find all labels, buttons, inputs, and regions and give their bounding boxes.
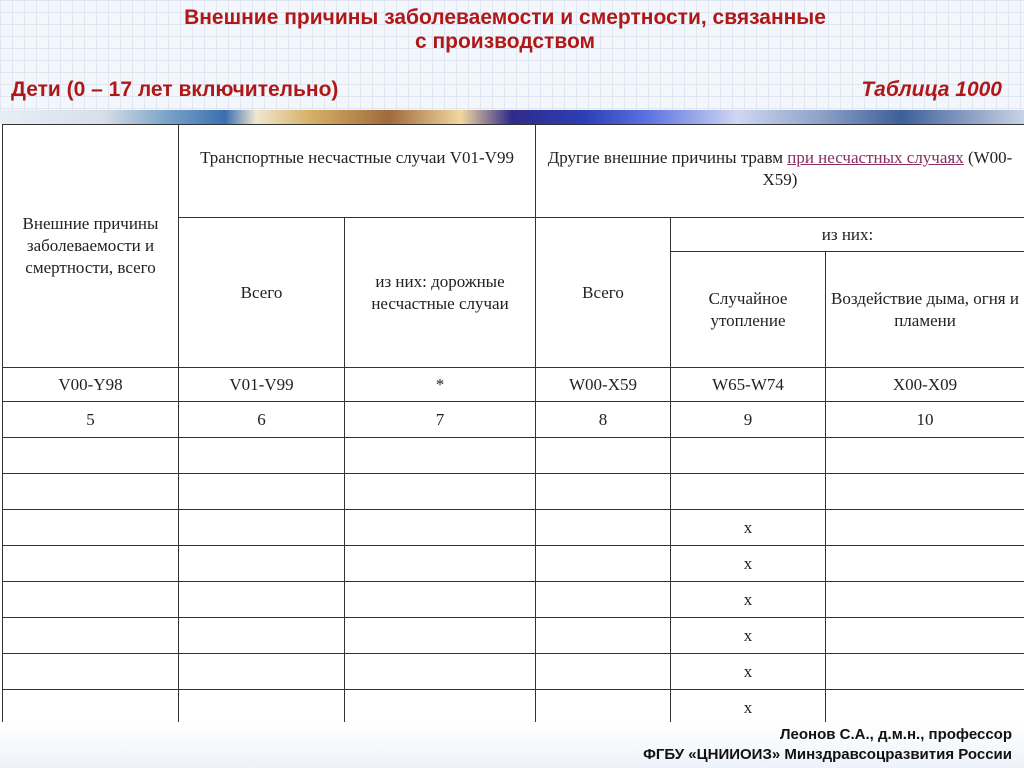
header-of-them: из них: [671, 218, 1024, 252]
table-row [3, 438, 1024, 474]
header-smoke-fire-flames: Воздействие дыма, огня и пламени [826, 252, 1024, 368]
title-line-1: Внешние причины заболеваемости и смертности, связанные [184, 6, 826, 29]
code-cell: V00-Y98 [3, 368, 179, 402]
decorative-photo-strip [0, 110, 1024, 124]
data-cell[interactable] [345, 654, 536, 690]
data-cell[interactable] [179, 546, 345, 582]
data-cell[interactable] [536, 582, 671, 618]
header-other-external-causes [536, 125, 1024, 218]
column-number-cell: 10 [826, 402, 1024, 438]
accident-cases-link[interactable]: при несчастных случаях [787, 148, 964, 167]
data-cell[interactable] [345, 474, 536, 510]
data-cell[interactable] [3, 546, 179, 582]
data-cell[interactable] [826, 510, 1024, 546]
other-header-codes: (W00-X59) [762, 148, 1013, 189]
footer-organization: ФГБУ «ЦНИИОИЗ» Минздравсоцразвития России [643, 746, 1012, 763]
code-cell: X00-X09 [826, 368, 1024, 402]
data-cell[interactable] [536, 474, 671, 510]
title-line-2: с производством [414, 30, 596, 53]
data-cell[interactable] [826, 654, 1024, 690]
header-accidental-drowning: Случайное утопление [671, 252, 826, 368]
data-cell: x [671, 510, 826, 546]
data-cell[interactable] [826, 438, 1024, 474]
data-cell[interactable] [3, 654, 179, 690]
data-cell[interactable] [345, 582, 536, 618]
data-cell[interactable] [3, 438, 179, 474]
other-header-text: Другие внешние причины травм [547, 148, 788, 167]
table-row [3, 546, 1024, 582]
code-cell: W00-X59 [536, 368, 671, 402]
header-road-accidents: из них: дорожные несчастные случаи [345, 218, 536, 368]
footer-author: Леонов С.А., д.м.н., профессор [780, 726, 1012, 743]
data-cell[interactable] [3, 510, 179, 546]
column-number-cell: 8 [536, 402, 671, 438]
data-cell[interactable] [179, 474, 345, 510]
header-other-total: Всего [536, 218, 671, 368]
data-cell[interactable] [826, 618, 1024, 654]
data-cell[interactable] [536, 438, 671, 474]
data-cell[interactable] [671, 438, 826, 474]
data-cell[interactable] [345, 618, 536, 654]
table-row [3, 474, 1024, 510]
data-cell[interactable] [3, 690, 179, 723]
data-cell: x [671, 654, 826, 690]
data-cell: x [671, 618, 826, 654]
code-cell: * [345, 368, 536, 402]
table-row [3, 618, 1024, 654]
table-row [3, 582, 1024, 618]
data-cell[interactable] [179, 582, 345, 618]
data-cell: x [671, 582, 826, 618]
table-number: Таблица 1000 [861, 78, 1002, 101]
data-cell[interactable] [179, 510, 345, 546]
data-cell[interactable] [345, 510, 536, 546]
data-cell[interactable] [3, 582, 179, 618]
form-table-container [2, 124, 1024, 722]
header-transport-accidents: Транспортные несчастные случаи V01-V99 [179, 125, 536, 218]
data-cell[interactable] [536, 690, 671, 723]
data-cell[interactable] [179, 438, 345, 474]
header-transport-total: Всего [179, 218, 345, 368]
data-cell[interactable] [179, 654, 345, 690]
slide-title [0, 6, 1010, 54]
statistics-form-table [2, 124, 1024, 722]
data-cell[interactable] [536, 510, 671, 546]
table-row [3, 690, 1024, 723]
header-external-causes-total: Внешние причины заболеваемости и смертности, всего [3, 125, 179, 368]
column-number-cell: 9 [671, 402, 826, 438]
data-cell[interactable] [179, 690, 345, 723]
data-cell[interactable] [536, 654, 671, 690]
data-cell[interactable] [826, 582, 1024, 618]
footer [0, 722, 1024, 768]
data-cell[interactable] [826, 690, 1024, 723]
data-cell[interactable] [179, 618, 345, 654]
data-cell: x [671, 546, 826, 582]
data-cell[interactable] [536, 546, 671, 582]
data-cell[interactable] [826, 546, 1024, 582]
data-cell[interactable] [3, 618, 179, 654]
data-cell[interactable] [345, 546, 536, 582]
table-row [3, 510, 1024, 546]
data-cell[interactable] [3, 474, 179, 510]
code-cell: W65-W74 [671, 368, 826, 402]
column-number-cell: 5 [3, 402, 179, 438]
data-cell[interactable] [671, 474, 826, 510]
column-number-cell: 7 [345, 402, 536, 438]
data-cell[interactable] [536, 618, 671, 654]
table-row [3, 654, 1024, 690]
data-cell[interactable] [345, 690, 536, 723]
code-cell: V01-V99 [179, 368, 345, 402]
group-label: Дети (0 – 17 лет включительно) [11, 78, 339, 101]
data-cell[interactable] [826, 474, 1024, 510]
data-cell: x [671, 690, 826, 723]
column-number-cell: 6 [179, 402, 345, 438]
data-cell[interactable] [345, 438, 536, 474]
